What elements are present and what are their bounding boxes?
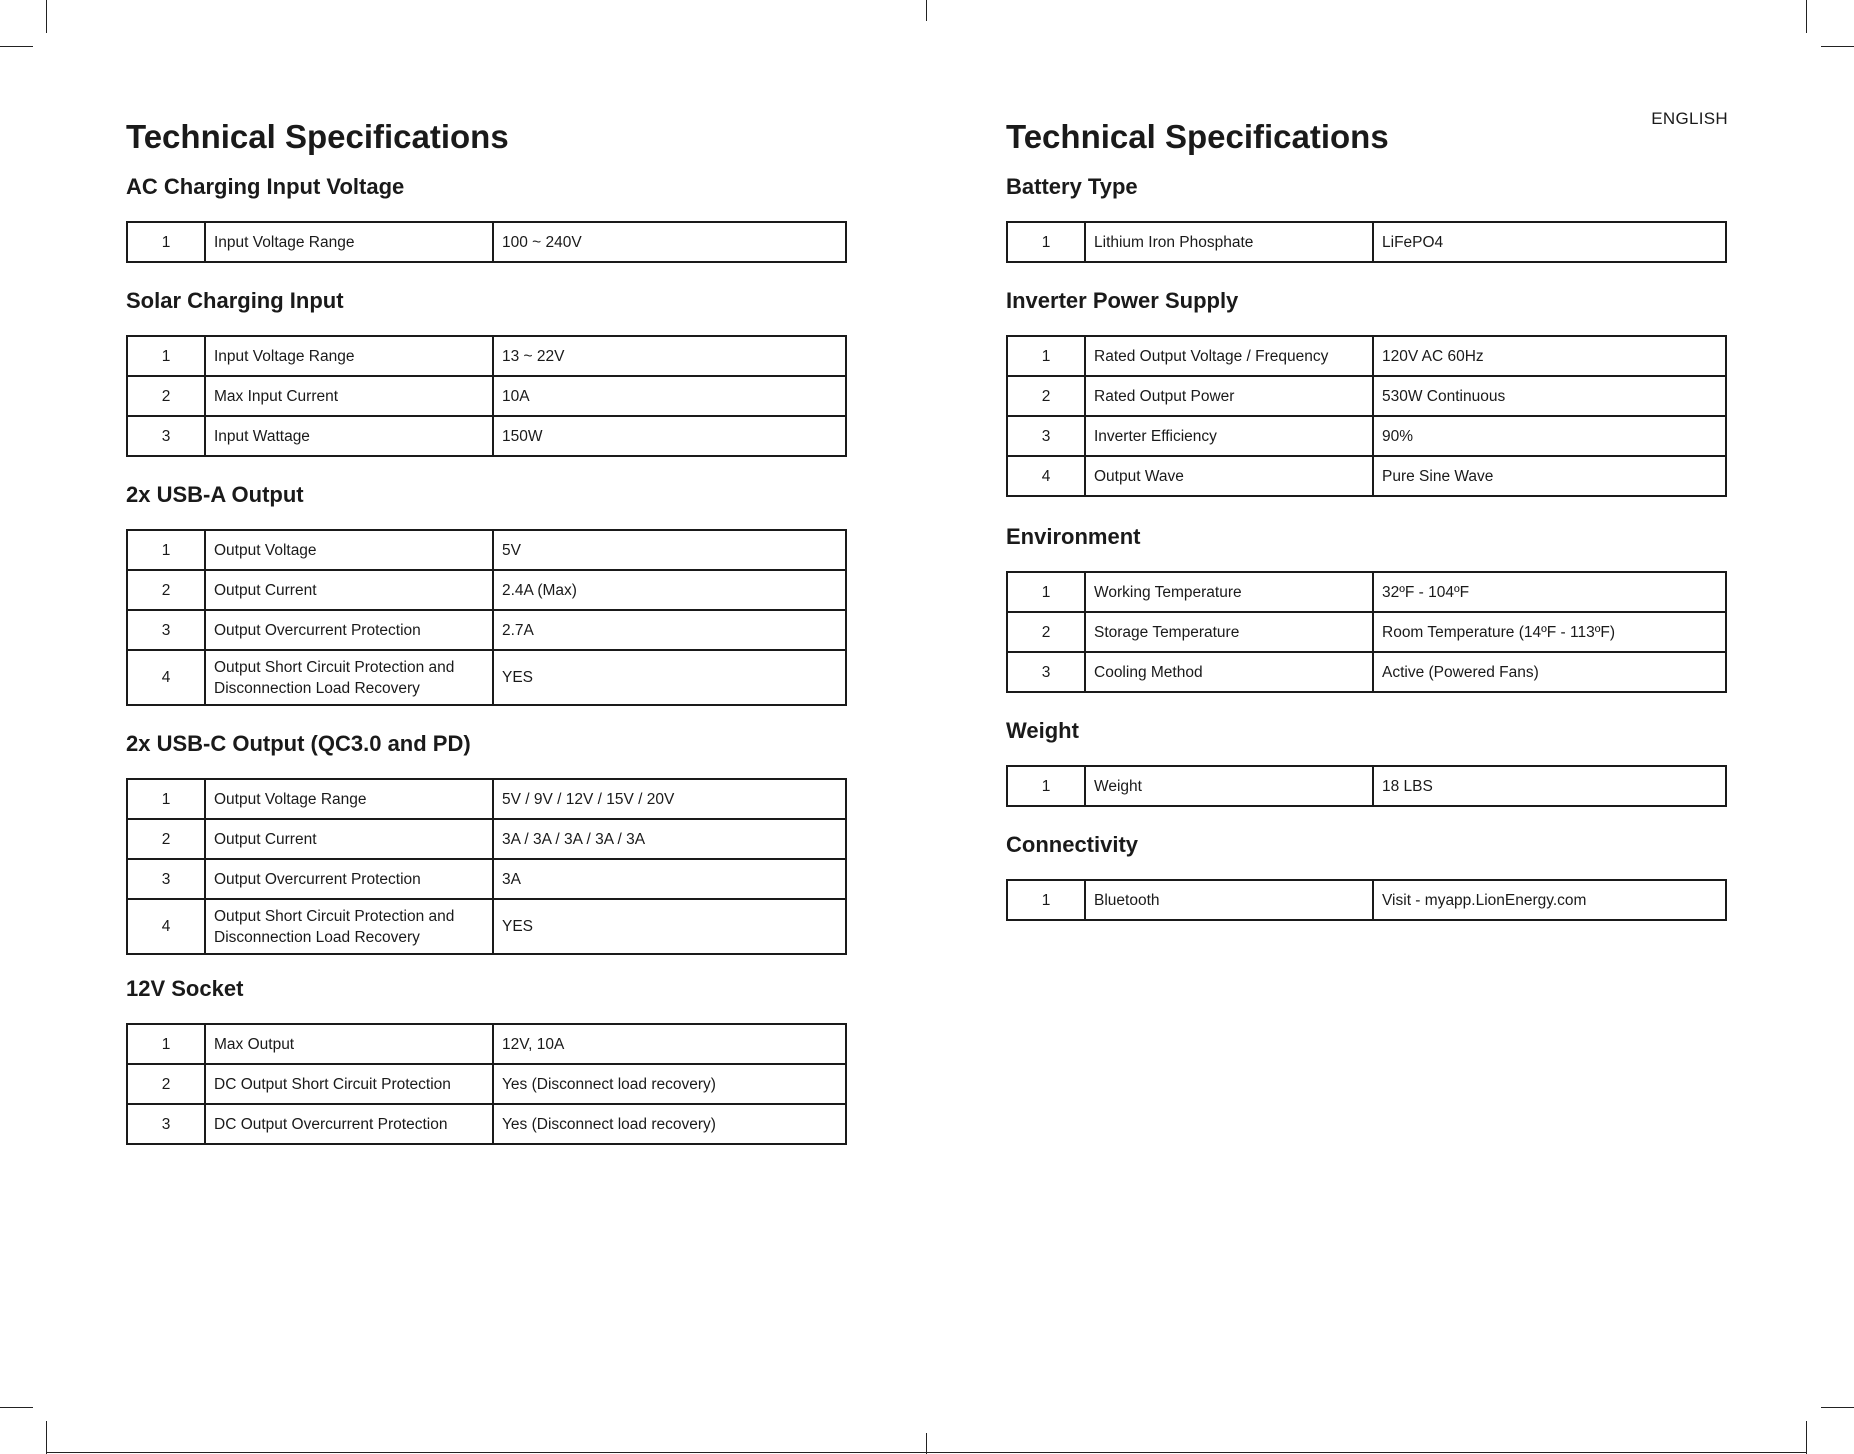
row-number: 2 <box>127 1064 205 1104</box>
section-heading: 12V Socket <box>126 976 244 1001</box>
row-number: 1 <box>127 530 205 570</box>
row-value: 18 LBS <box>1373 766 1726 806</box>
section-heading: 2x USB-A Output <box>126 482 304 507</box>
row-value: 100 ~ 240V <box>493 222 846 262</box>
row-number: 1 <box>1007 222 1085 262</box>
row-number: 2 <box>127 570 205 610</box>
row-number: 4 <box>127 650 205 705</box>
row-value: 2.7A <box>493 610 846 650</box>
row-parameter: Input Voltage Range <box>205 222 493 262</box>
row-number: 1 <box>127 779 205 819</box>
row-value: 12V, 10A <box>493 1024 846 1064</box>
table-row <box>127 416 846 456</box>
table-row <box>1007 612 1726 652</box>
table-row <box>1007 572 1726 612</box>
page-title: Technical Specifications <box>1006 118 1389 155</box>
row-number: 2 <box>1007 376 1085 416</box>
crop-mark <box>46 1421 47 1454</box>
row-value: Yes (Disconnect load recovery) <box>493 1104 846 1144</box>
row-value: Room Temperature (14ºF - 113ºF) <box>1373 612 1726 652</box>
table-row <box>127 570 846 610</box>
section-heading: Inverter Power Supply <box>1006 288 1239 313</box>
crop-mark <box>0 46 33 47</box>
row-value: 5V / 9V / 12V / 15V / 20V <box>493 779 846 819</box>
row-value: 3A <box>493 859 846 899</box>
table-row <box>127 222 846 262</box>
row-value: 13 ~ 22V <box>493 336 846 376</box>
row-parameter: Rated Output Power <box>1085 376 1373 416</box>
spec-table <box>126 221 847 263</box>
row-parameter: Inverter Efficiency <box>1085 416 1373 456</box>
table-row <box>1007 416 1726 456</box>
spec-table <box>1006 335 1727 497</box>
section-heading: Solar Charging Input <box>126 288 344 313</box>
row-value: 2.4A (Max) <box>493 570 846 610</box>
row-number: 4 <box>1007 456 1085 496</box>
language-label: ENGLISH <box>1651 109 1728 128</box>
section-heading: 2x USB-C Output (QC3.0 and PD) <box>126 731 471 756</box>
crop-mark <box>1821 1407 1854 1408</box>
table-row <box>127 530 846 570</box>
row-parameter: Output Overcurrent Protection <box>205 859 493 899</box>
crop-mark <box>926 1433 927 1454</box>
table-row <box>127 899 846 954</box>
row-parameter: Max Input Current <box>205 376 493 416</box>
row-value: Active (Powered Fans) <box>1373 652 1726 692</box>
table-row <box>1007 652 1726 692</box>
row-number: 1 <box>1007 880 1085 920</box>
row-parameter: DC Output Short Circuit Protection <box>205 1064 493 1104</box>
table-row <box>127 779 846 819</box>
row-parameter: Max Output <box>205 1024 493 1064</box>
row-parameter: Output Short Circuit Protection and Disconnection Load Recovery <box>205 650 493 705</box>
spec-table <box>126 335 847 457</box>
row-parameter: Output Current <box>205 819 493 859</box>
row-number: 1 <box>127 336 205 376</box>
row-value: YES <box>493 650 846 705</box>
spec-table <box>1006 221 1727 263</box>
row-parameter: Cooling Method <box>1085 652 1373 692</box>
row-parameter: Lithium Iron Phosphate <box>1085 222 1373 262</box>
table-row <box>127 1024 846 1064</box>
row-parameter: Output Overcurrent Protection <box>205 610 493 650</box>
table-row <box>1007 456 1726 496</box>
section-heading: Weight <box>1006 718 1079 743</box>
row-number: 1 <box>127 1024 205 1064</box>
row-number: 3 <box>127 416 205 456</box>
row-parameter: Storage Temperature <box>1085 612 1373 652</box>
row-value: Pure Sine Wave <box>1373 456 1726 496</box>
row-value: 32ºF - 104ºF <box>1373 572 1726 612</box>
row-number: 3 <box>1007 652 1085 692</box>
section-heading: Connectivity <box>1006 832 1139 857</box>
spec-table <box>1006 879 1727 921</box>
table-row <box>127 610 846 650</box>
row-number: 3 <box>127 1104 205 1144</box>
crop-mark <box>1821 46 1854 47</box>
row-number: 1 <box>1007 336 1085 376</box>
row-value: YES <box>493 899 846 954</box>
spec-table <box>126 1023 847 1145</box>
row-parameter: Output Short Circuit Protection and Disconnection Load Recovery <box>205 899 493 954</box>
section-heading: Environment <box>1006 524 1141 549</box>
row-number: 1 <box>1007 766 1085 806</box>
row-value: 3A / 3A / 3A / 3A / 3A <box>493 819 846 859</box>
row-parameter: Output Voltage Range <box>205 779 493 819</box>
row-number: 3 <box>127 859 205 899</box>
row-number: 1 <box>1007 572 1085 612</box>
row-parameter: Rated Output Voltage / Frequency <box>1085 336 1373 376</box>
row-value: Visit - myapp.LionEnergy.com <box>1373 880 1726 920</box>
section-heading: AC Charging Input Voltage <box>126 174 405 199</box>
row-value: 150W <box>493 416 846 456</box>
row-number: 2 <box>127 819 205 859</box>
row-value: 90% <box>1373 416 1726 456</box>
row-parameter: Output Current <box>205 570 493 610</box>
crop-mark <box>1806 0 1807 33</box>
crop-mark <box>1806 1421 1807 1454</box>
row-parameter: Input Wattage <box>205 416 493 456</box>
page-title: Technical Specifications <box>126 118 509 155</box>
spec-table <box>126 529 847 706</box>
spec-table <box>126 778 847 955</box>
table-row <box>127 650 846 705</box>
row-parameter: Bluetooth <box>1085 880 1373 920</box>
spec-table <box>1006 765 1727 807</box>
table-row <box>127 336 846 376</box>
spec-table <box>1006 571 1727 693</box>
row-number: 1 <box>127 222 205 262</box>
row-number: 3 <box>1007 416 1085 456</box>
row-parameter: Working Temperature <box>1085 572 1373 612</box>
table-row <box>127 1104 846 1144</box>
crop-mark <box>46 0 47 33</box>
row-value: 120V AC 60Hz <box>1373 336 1726 376</box>
table-row <box>1007 336 1726 376</box>
row-parameter: Weight <box>1085 766 1373 806</box>
section-heading: Battery Type <box>1006 174 1138 199</box>
row-value: LiFePO4 <box>1373 222 1726 262</box>
row-value: 5V <box>493 530 846 570</box>
row-parameter: Output Voltage <box>205 530 493 570</box>
table-row <box>1007 222 1726 262</box>
row-number: 4 <box>127 899 205 954</box>
row-parameter: Input Voltage Range <box>205 336 493 376</box>
row-parameter: Output Wave <box>1085 456 1373 496</box>
crop-mark <box>0 1407 33 1408</box>
table-row <box>127 376 846 416</box>
row-value: Yes (Disconnect load recovery) <box>493 1064 846 1104</box>
table-row <box>127 859 846 899</box>
row-parameter: DC Output Overcurrent Protection <box>205 1104 493 1144</box>
row-number: 2 <box>1007 612 1085 652</box>
row-number: 3 <box>127 610 205 650</box>
table-row <box>1007 766 1726 806</box>
row-number: 2 <box>127 376 205 416</box>
row-value: 10A <box>493 376 846 416</box>
table-row <box>1007 376 1726 416</box>
table-row <box>1007 880 1726 920</box>
crop-mark <box>926 0 927 21</box>
table-row <box>127 819 846 859</box>
row-value: 530W Continuous <box>1373 376 1726 416</box>
table-row <box>127 1064 846 1104</box>
page-bottom-rule <box>46 1452 1806 1453</box>
